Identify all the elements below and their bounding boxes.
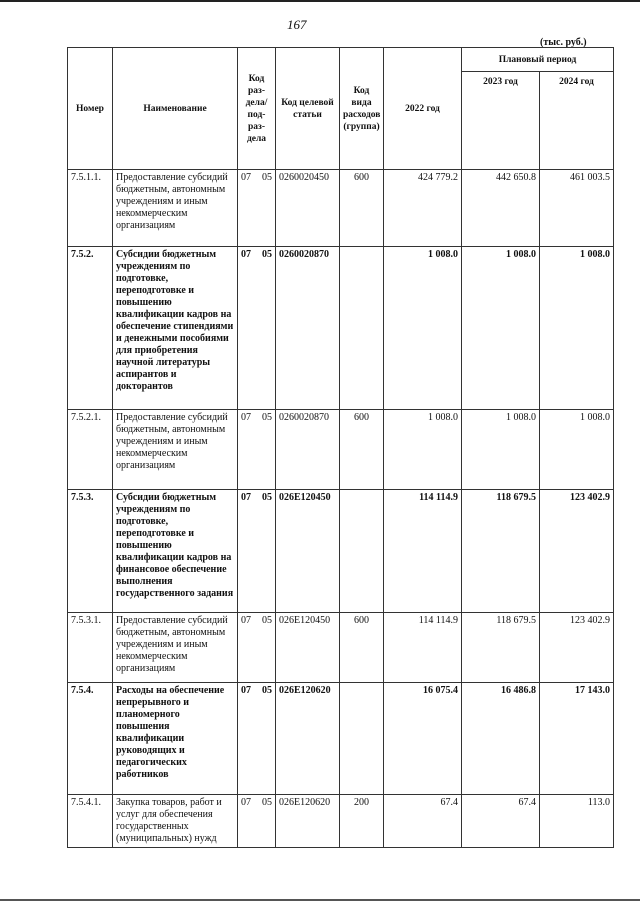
row-number: 7.5.2.1. bbox=[68, 410, 113, 490]
header-section: Код раз-дела/ под-раз-дела bbox=[238, 48, 276, 170]
row-target-code: 0260020450 bbox=[276, 170, 340, 247]
table-row bbox=[68, 490, 614, 613]
row-value-2022: 114 114.9 bbox=[384, 613, 462, 683]
row-name: Закупка товаров, работ и услуг для обеспечения государственных (муниципальных) нужд bbox=[113, 795, 238, 848]
row-section-code bbox=[238, 247, 276, 410]
row-expense-type bbox=[340, 247, 384, 410]
table-row bbox=[68, 683, 614, 795]
row-value-2024: 123 402.9 bbox=[540, 490, 614, 613]
row-value-2022: 1 008.0 bbox=[384, 247, 462, 410]
row-value-2023: 67.4 bbox=[462, 795, 540, 848]
header-target: Код целевой статьи bbox=[276, 48, 340, 170]
row-subsection-code-part: 05 bbox=[262, 249, 272, 260]
row-name: Предоставление субсидий бюджетным, автономным учреждениям и иным некоммерческим организациям bbox=[113, 613, 238, 683]
header-2023: 2023 год bbox=[462, 72, 540, 170]
row-subsection-code-part: 05 bbox=[262, 172, 272, 183]
row-expense-type: 200 bbox=[340, 795, 384, 848]
row-section-code-part: 07 bbox=[241, 797, 251, 808]
header-2024: 2024 год bbox=[540, 72, 614, 170]
header-planned-period: Плановый период bbox=[462, 48, 614, 72]
row-target-code: 0260020870 bbox=[276, 247, 340, 410]
row-number: 7.5.1.1. bbox=[68, 170, 113, 247]
header-expense-type: Код вида расходов (группа) bbox=[340, 48, 384, 170]
row-section-code-part: 07 bbox=[241, 172, 251, 183]
row-value-2022: 16 075.4 bbox=[384, 683, 462, 795]
table-row bbox=[68, 247, 614, 410]
row-section-code-part: 07 bbox=[241, 249, 251, 260]
row-number: 7.5.4.1. bbox=[68, 795, 113, 848]
row-name: Субсидии бюджетным учреждениям по подготовке, переподготовке и повышению квалификации кадров на финансовое обеспечение выполнения государственного задания bbox=[113, 490, 238, 613]
row-section-code-part: 07 bbox=[241, 685, 251, 696]
row-subsection-code-part: 05 bbox=[262, 492, 272, 503]
row-number: 7.5.2. bbox=[68, 247, 113, 410]
row-value-2023: 1 008.0 bbox=[462, 247, 540, 410]
bottom-border-line bbox=[0, 899, 640, 901]
row-name: Предоставление субсидий бюджетным, автономным учреждениям и иным некоммерческим организациям bbox=[113, 170, 238, 247]
row-section-code-part: 07 bbox=[241, 492, 251, 503]
row-expense-type: 600 bbox=[340, 170, 384, 247]
row-section-code bbox=[238, 490, 276, 613]
row-target-code: 026Е120450 bbox=[276, 490, 340, 613]
row-section-code bbox=[238, 613, 276, 683]
row-name: Расходы на обеспечение непрерывного и планомерного повышения квалификации руководящих и педагогических работников bbox=[113, 683, 238, 795]
table-row bbox=[68, 613, 614, 683]
row-subsection-code-part: 05 bbox=[262, 685, 272, 696]
row-target-code: 026Е120620 bbox=[276, 795, 340, 848]
row-section-code bbox=[238, 683, 276, 795]
row-value-2023: 118 679.5 bbox=[462, 490, 540, 613]
row-name: Предоставление субсидий бюджетным, автономным учреждениям и иным некоммерческим организациям bbox=[113, 410, 238, 490]
row-value-2022: 424 779.2 bbox=[384, 170, 462, 247]
row-section-code bbox=[238, 795, 276, 848]
row-target-code: 0260020870 bbox=[276, 410, 340, 490]
row-value-2024: 17 143.0 bbox=[540, 683, 614, 795]
row-value-2023: 442 650.8 bbox=[462, 170, 540, 247]
row-value-2024: 113.0 bbox=[540, 795, 614, 848]
row-expense-type bbox=[340, 683, 384, 795]
row-value-2023: 118 679.5 bbox=[462, 613, 540, 683]
row-value-2024: 123 402.9 bbox=[540, 613, 614, 683]
units-label: (тыс. руб.) bbox=[540, 37, 587, 48]
header-2022: 2022 год bbox=[384, 48, 462, 170]
row-section-code bbox=[238, 170, 276, 247]
row-target-code: 026Е120450 bbox=[276, 613, 340, 683]
row-name: Субсидии бюджетным учреждениям по подготовке, переподготовке и повышению квалификации кадров на обеспечение стипендиями и денежными пособиями для приобретения научной литературы аспирантов и докторантов bbox=[113, 247, 238, 410]
budget-table bbox=[67, 47, 614, 848]
row-expense-type bbox=[340, 490, 384, 613]
row-number: 7.5.3. bbox=[68, 490, 113, 613]
row-value-2022: 114 114.9 bbox=[384, 490, 462, 613]
row-target-code: 026Е120620 bbox=[276, 683, 340, 795]
row-expense-type: 600 bbox=[340, 613, 384, 683]
top-border-line bbox=[0, 0, 640, 2]
row-value-2023: 16 486.8 bbox=[462, 683, 540, 795]
row-value-2022: 67.4 bbox=[384, 795, 462, 848]
header-number: Номер bbox=[68, 48, 113, 170]
row-value-2023: 1 008.0 bbox=[462, 410, 540, 490]
row-section-code-part: 07 bbox=[241, 615, 251, 626]
row-number: 7.5.3.1. bbox=[68, 613, 113, 683]
row-value-2024: 461 003.5 bbox=[540, 170, 614, 247]
row-value-2024: 1 008.0 bbox=[540, 410, 614, 490]
row-value-2024: 1 008.0 bbox=[540, 247, 614, 410]
table-row bbox=[68, 170, 614, 247]
row-expense-type: 600 bbox=[340, 410, 384, 490]
row-value-2022: 1 008.0 bbox=[384, 410, 462, 490]
header-name: Наименование bbox=[113, 48, 238, 170]
table-row bbox=[68, 410, 614, 490]
row-section-code-part: 07 bbox=[241, 412, 251, 423]
row-subsection-code-part: 05 bbox=[262, 797, 272, 808]
row-subsection-code-part: 05 bbox=[262, 412, 272, 423]
table-row bbox=[68, 795, 614, 848]
row-subsection-code-part: 05 bbox=[262, 615, 272, 626]
row-number: 7.5.4. bbox=[68, 683, 113, 795]
row-section-code bbox=[238, 410, 276, 490]
page-number: 167 bbox=[287, 17, 307, 32]
